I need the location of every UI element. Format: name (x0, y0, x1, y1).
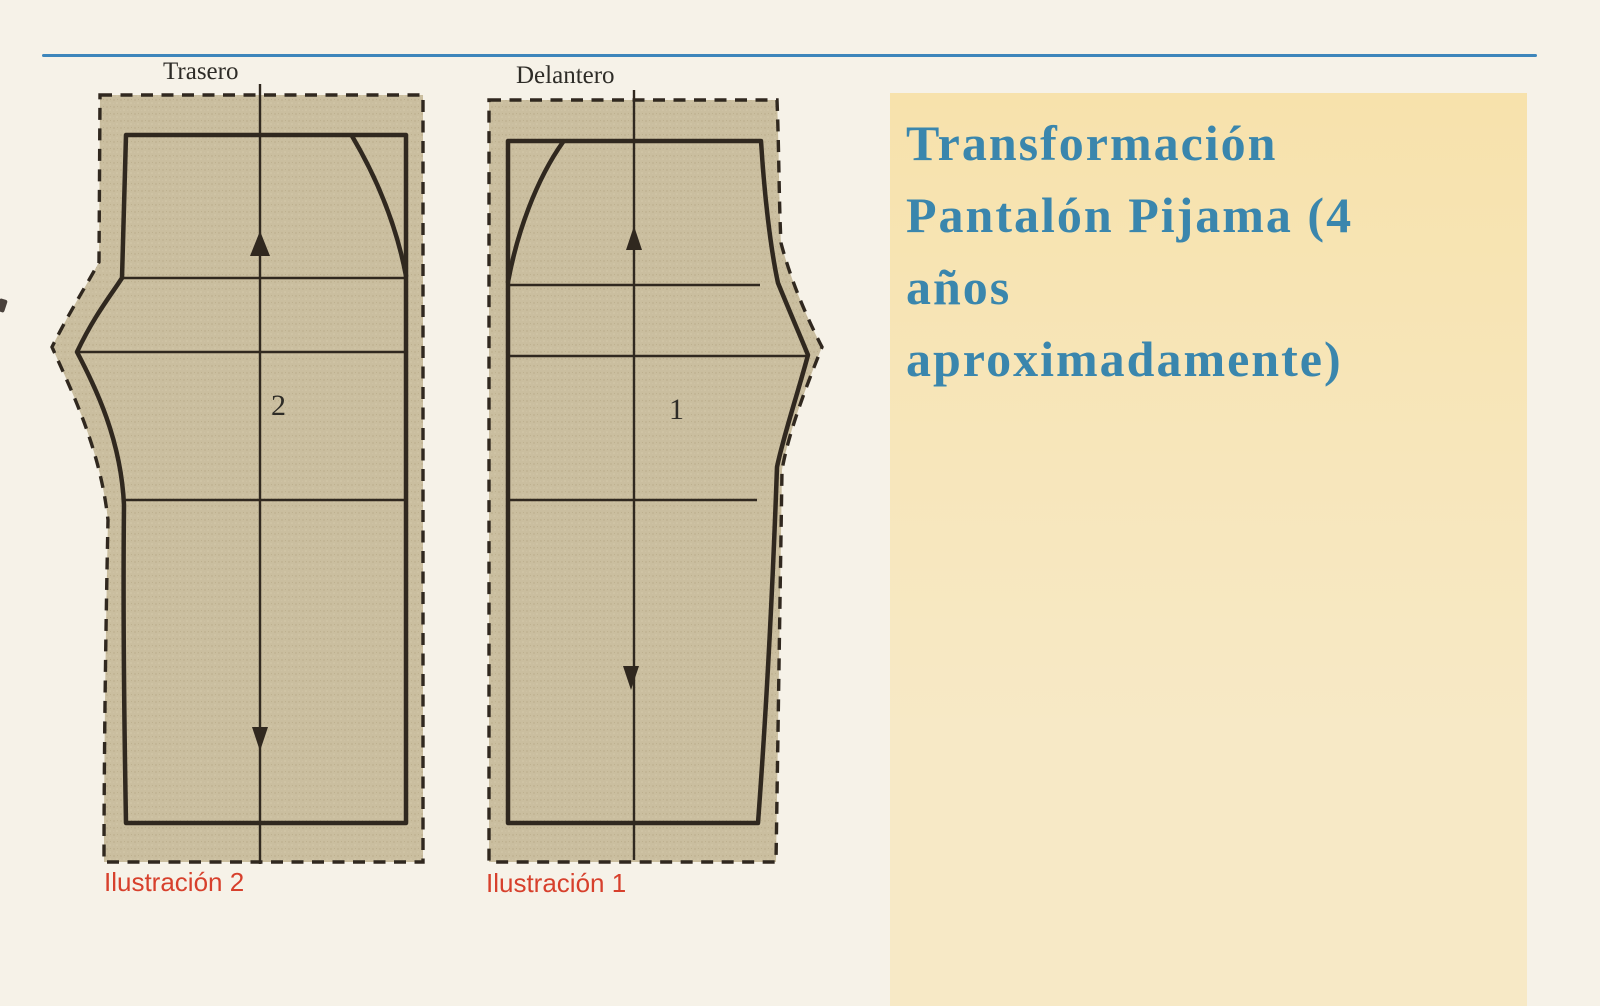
title-line-4: aproximadamente) (906, 331, 1343, 387)
seam-allowance-outline-back (52, 95, 423, 862)
caption-illustration-2: Ilustración 2 (104, 867, 245, 897)
title-line-3: años (906, 259, 1012, 315)
label-back-piece: Trasero (163, 58, 239, 85)
piece-number-front: 1 (669, 393, 684, 426)
seam-allowance-outline-front (489, 100, 822, 862)
title-panel (890, 93, 1527, 1006)
label-front-piece: Delantero (516, 62, 615, 89)
title-line-1: Transformación (906, 115, 1278, 171)
pattern-piece-back (52, 84, 423, 864)
page-title (906, 107, 1353, 395)
caption-illustration-1: Ilustración 1 (486, 868, 627, 898)
piece-number-back: 2 (271, 389, 286, 422)
title-line-2: Pantalón Pijama (4 (906, 187, 1354, 243)
pattern-piece-front (489, 90, 822, 862)
